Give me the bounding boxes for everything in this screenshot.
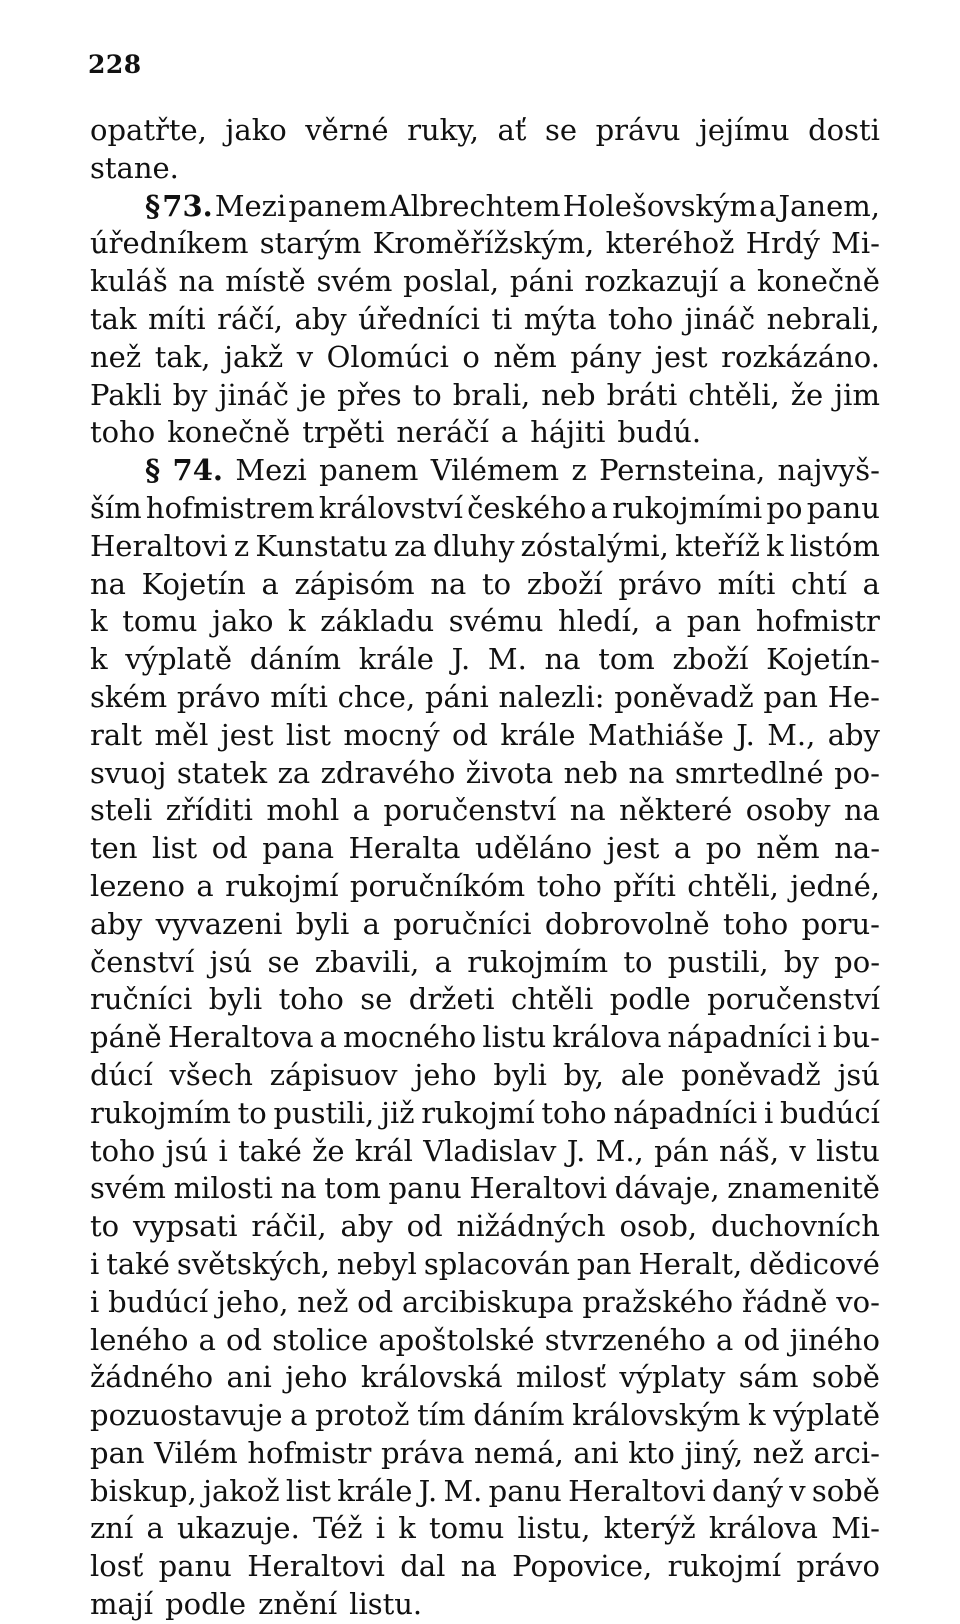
text-line: mají podle znění listu. [90,1587,423,1622]
text-line: opatřte, jako věrné ruky, ať se právu jejímu dosti [90,113,880,147]
text-line: Heraltovi z Kunstatu za dluhy zóstalými, kteříž k listóm [90,528,880,563]
text-line: biskup, jakož list krále J. M. panu Heraltovi daný v sobě [90,1473,880,1508]
text-line: na Kojetín a zápisóm na to zboží právo míti chtí a [90,566,880,601]
text-line: k výplatě dáním krále J. M. na tom zboží Kojetín- [90,642,880,677]
text-line: ralt měl jest list mocný od krále Mathiáše J. M., aby [90,717,880,752]
text-line: stane. [90,150,179,185]
text-line: lezeno a rukojmí poručníkóm toho příti chtěli, jedné, [90,868,880,903]
text-line: leného a od stolice apoštolské stvrzeného a od jiného [90,1322,880,1357]
text-line: svuoj statek za zdravého života neb na smrtedlné po- [90,755,880,790]
text-line: čenství jsú se zbavili, a rukojmím to pustili, by po- [90,944,880,979]
text-line: kuláš na místě svém poslal, páni rozkazují a konečně [90,264,880,299]
text-line: i budúcí jeho, než od arcibiskupa pražského řádně vo- [90,1284,880,1319]
text-line: steli zříditi mohl a poručenství na některé osoby na [90,793,880,828]
text-line: než tak, jakž v Olomúci o něm pány jest rozkázáno. [90,339,880,374]
text-line: páně Heraltova a mocného listu králova nápadníci i bu- [90,1020,880,1055]
body-text [90,112,880,1624]
text-line: pozuostavuje a protož tím dáním královským k výplatě [90,1398,880,1433]
text-line: k tomu jako k základu svému hledí, a pan hofmistr [90,604,880,639]
text-line: § 73. Mezi panem Albrechtem Holešovským a Janem, [145,188,880,223]
text-line: tak míti ráčí, aby úředníci ti mýta toho jináč nebrali, [90,301,880,336]
text-line: Pakli by jináč je přes to brali, neb bráti chtěli, že jim [90,377,880,412]
text-line: § 74. Mezi panem Vilémem z Pernsteina, najvyš- [145,453,880,488]
text-line: rukojmím to pustili, již rukojmí toho nápadníci i budúcí [90,1095,880,1130]
text-line: i také světských, nebyl splacován pan Heralt, dědicové [90,1246,880,1281]
text-line: toho jsú i také že král Vladislav J. M., pán náš, v listu [90,1133,880,1168]
text-line: ském právo míti chce, páni nalezli: poněvadž pan He- [90,679,880,714]
text-line: žádného ani jeho královská milosť výplaty sám sobě [90,1360,880,1395]
text-line: ším hofmistrem království českého a rukojmími po panu [90,490,880,525]
text-line: ten list od pana Heralta uděláno jest a po něm na- [90,831,880,866]
page-number: 228 [88,50,142,79]
text-line: svém milosti na tom panu Heraltovi dávaje, znamenitě [90,1171,880,1206]
text-line: úředníkem starým Kroměřížským, kteréhož Hrdý Mi- [90,226,880,261]
text-line: dúcí všech zápisuov jeho byli by, ale poněvadž jsú [90,1057,880,1092]
text-line: ručníci byli toho se držeti chtěli podle poručenství [90,982,880,1017]
text-line: aby vyvazeni byli a poručníci dobrovolně toho poru- [90,906,880,941]
text-line: losť panu Heraltovi dal na Popovice, rukojmí právo [90,1549,880,1584]
text-line: zní a ukazuje. Též i k tomu listu, kterýž králova Mi- [90,1511,880,1546]
text-line: toho konečně trpěti neráčí a hájiti budú. [90,415,702,450]
text-line: pan Vilém hofmistr práva nemá, ani kto jiný, než arci- [90,1435,880,1470]
text-line: to vypsati ráčil, aby od nižádných osob, duchovních [90,1209,880,1244]
